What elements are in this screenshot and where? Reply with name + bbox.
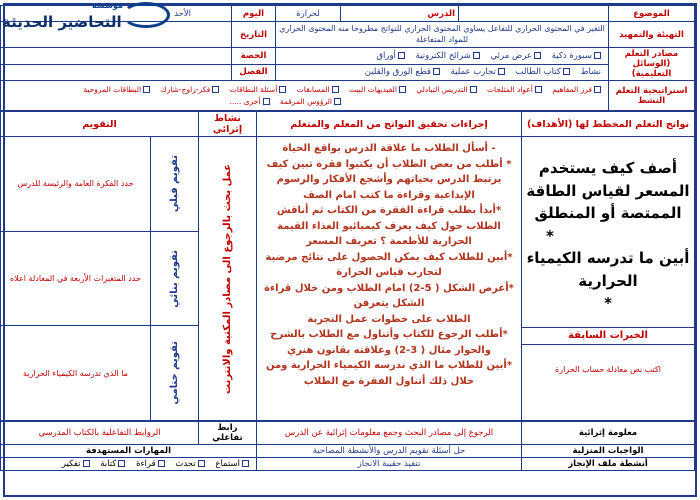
goal-1: أصف كيف يستخدم المسعر لقياس الطاقة الممتصة أو المنطلق [526, 159, 690, 222]
checkbox-icon [212, 86, 219, 93]
strategies-row-1 [4, 84, 605, 96]
strategy-option[interactable]: البطاقات المروحية [83, 85, 150, 94]
lesson-value: لحرارة [276, 6, 341, 22]
checkbox-icon [399, 86, 406, 93]
logo-mark-icon [122, 2, 170, 28]
eval-type-2: تقويم بنائي [151, 231, 199, 326]
skill-option[interactable]: تفكير [62, 459, 90, 469]
portfolio-label: أنشطة ملف الإنجاز [522, 458, 695, 471]
source-option[interactable]: كتاب الطالب [516, 67, 570, 77]
interactive-text[interactable]: الروابط التفاعلية بالكتاب المدرسي [1, 422, 199, 445]
checkbox-icon [398, 52, 405, 59]
period-value [1, 48, 232, 65]
strategy-option[interactable]: أخرى ..... [229, 97, 269, 106]
checkbox-icon [198, 460, 205, 467]
period-label: الحصة [232, 48, 276, 65]
checkbox-icon [433, 68, 440, 75]
procedure-step: - أسأل الطلاب ما علاقة الدرس بواقع الحياة [282, 143, 496, 154]
day-value: الأحد [1, 6, 232, 22]
checkbox-icon [563, 68, 570, 75]
strategy-option[interactable]: الفيديهات البيت [349, 85, 406, 94]
skills-label: المهارات المستهدفة [1, 445, 257, 458]
lesson-plan-page [3, 3, 697, 497]
checkbox-icon [534, 52, 541, 59]
activity-header: نشاط إثرائي [199, 112, 257, 137]
checkbox-icon [83, 460, 90, 467]
procedure-step: *أبدأ بطلب قراءة الفقرة من الكتاب ثم أناقش الطلاب حول كيف يعرف كيميائيو الغذاء القيمة الحرارية للأطعمة ؟ تعريف المسعر [276, 205, 502, 247]
checkbox-icon [473, 52, 480, 59]
class-value [1, 64, 232, 81]
source-option[interactable]: سبورة ذكية [552, 51, 601, 61]
source-option[interactable]: عرض مرئي [491, 51, 541, 61]
goal-bullet: * [546, 226, 554, 245]
sources-label: مصادر التعلم (الوسائل التعليمية) [609, 48, 695, 81]
checkbox-icon [158, 460, 165, 467]
checkbox-icon [143, 86, 150, 93]
strategy-option[interactable]: فرز المفاهيم [552, 85, 601, 94]
source-option[interactable]: تجارب عملية [451, 67, 505, 77]
skill-option[interactable]: تحدث [175, 459, 204, 469]
portfolio-text: تنفيذ حقيبة الانجاز [257, 458, 522, 471]
goal-bullet: * [604, 294, 612, 312]
checkbox-icon [263, 98, 270, 105]
skill-option[interactable]: قراءة [136, 459, 165, 469]
procedure-step: *أطلب الرجوع للكتاب وأتناول مع الطلاب بالشرح والحوار مثال ( 3-2) وعلاقته بقانون هنري [270, 329, 508, 356]
strategy-option[interactable]: أعواد المثلجات [487, 85, 542, 94]
checkbox-icon [535, 86, 542, 93]
date-label: التاريخ [232, 22, 276, 48]
checkbox-icon [470, 86, 477, 93]
skill-option[interactable]: كتابة [100, 459, 125, 469]
strategy-option[interactable]: أسئلة البطاقات [230, 85, 287, 94]
procedure-step: *أبين للطلاب ما الذي تدرسه الكيمياء الحرارية ومن خلال ذلك أتناول الفقرة مع الطلاب [265, 360, 513, 387]
strategy-option[interactable]: الرؤوس المرقمة [280, 97, 341, 106]
strategy-option[interactable]: فكر-زاوج-شارك [161, 85, 220, 94]
class-label: الفصل [232, 64, 276, 81]
prior-label: الخبرات السابقة [522, 327, 694, 345]
eval-text-3: ما الذي تدرسه الكيمياء الحرارية [0, 326, 150, 421]
lesson-label: الدرس [427, 8, 455, 19]
interactive-label: رابط تفاعلي [199, 422, 257, 445]
sources-row-2 [276, 64, 609, 81]
skill-option[interactable]: استماع [215, 459, 249, 469]
logo-sub: مؤسسة [92, 1, 123, 10]
checkbox-icon [334, 98, 341, 105]
subject-label: الموضوع [609, 6, 695, 22]
homework-label: الواجبات المنزلية [522, 445, 695, 458]
intro-text: التغير في المحتوى الحراري للتفاعل يساوي المحتوى الحراري للنواتج مطروحا منه المحتوى الحراري للمواد المتفاعلة [276, 22, 609, 48]
goals-cell [522, 137, 695, 421]
procedure-step: *أعرض الشكل ( 5-2) امام الطلاب ومن خلال قراءة الشكل يتعرفن [264, 282, 514, 309]
strategies-row-2 [4, 96, 605, 108]
strategy-label: استراتيجية التعلم النشط [609, 81, 695, 111]
logo-title: التحاضير الحديثة [2, 13, 122, 31]
checkbox-icon [332, 86, 339, 93]
footer-table [0, 421, 695, 471]
procedures-header: إجراءات تحقيق النواتج من المعلم والمتعلم [257, 112, 522, 137]
intro-label: التهيئة والتمهيد [609, 22, 695, 48]
goals-text [522, 137, 694, 327]
body-table [0, 111, 695, 421]
activity-text: عمل بحث بالرجوع الى مصادر المكتبة والانترنت [222, 163, 233, 394]
strategy-option[interactable]: المسابقات [297, 85, 339, 94]
procedure-step: * أطلب من بعض الطلاب أن يكتبوا فقرة تبين كيف يرتبط الدرس بحياتهم وأشجع الأفكار والرسوم الإبداعية وقراءة ما كتب امام الصف [266, 158, 512, 201]
checkbox-icon [279, 86, 286, 93]
strategy-option[interactable]: التدريس التبادلي [416, 85, 476, 94]
prior-text: اكتب نص معادلة حساب الحرارة [555, 365, 661, 374]
logo [0, 0, 175, 34]
lesson-cell [341, 6, 459, 22]
sources-row-1 [276, 48, 609, 65]
strategies [1, 81, 609, 111]
skills-options [1, 458, 257, 471]
evaluation-header: التقويم [0, 112, 198, 137]
checkbox-icon [498, 68, 505, 75]
enrich-label: معلومة إثرائية [522, 422, 695, 445]
eval-type-1: تقويم قبلي [151, 137, 199, 232]
procedures-cell [257, 137, 522, 421]
eval-text-1: حدد الفكرة العامة والرئيسة للدرس [0, 137, 150, 232]
checkbox-icon [118, 460, 125, 467]
procedure-step: الطلاب على خطوات عمل التجربة [307, 313, 471, 325]
enrich-text: الرجوع إلى مصادر البحث وجمع معلومات إثرائية عن الدرس [257, 422, 522, 445]
eval-type-3: تقويم ختامي [151, 326, 199, 421]
source-option[interactable]: أوراق [376, 51, 405, 61]
procedure-step: *أبين للطلاب كيف يمكن الحصول على نتائج مرضية لتجارب قياس الحرارة [265, 251, 513, 278]
source-option[interactable]: شرائح الكترونية [416, 51, 480, 61]
checkbox-icon [594, 86, 601, 93]
activity-cell [199, 137, 257, 421]
day-label: اليوم [232, 6, 276, 22]
eval-text-2: حدد المتغيرات الأربعة في المعادلة اعلاه [0, 231, 150, 326]
source-option[interactable]: نشاط [580, 67, 601, 78]
goals-header: نواتج التعلم المخطط لها (الأهداف) [522, 112, 695, 137]
homework-text: حل أسئلة تقويم الدرس والأنشطة المصاحبة [257, 445, 522, 458]
checkbox-icon [242, 460, 249, 467]
goal-2: أبين ما تدرسه الكيمياء الحرارية [526, 249, 690, 290]
source-option[interactable]: قطع الورق والقلبن [365, 67, 440, 77]
checkbox-icon [594, 52, 601, 59]
subject-value [459, 6, 609, 22]
